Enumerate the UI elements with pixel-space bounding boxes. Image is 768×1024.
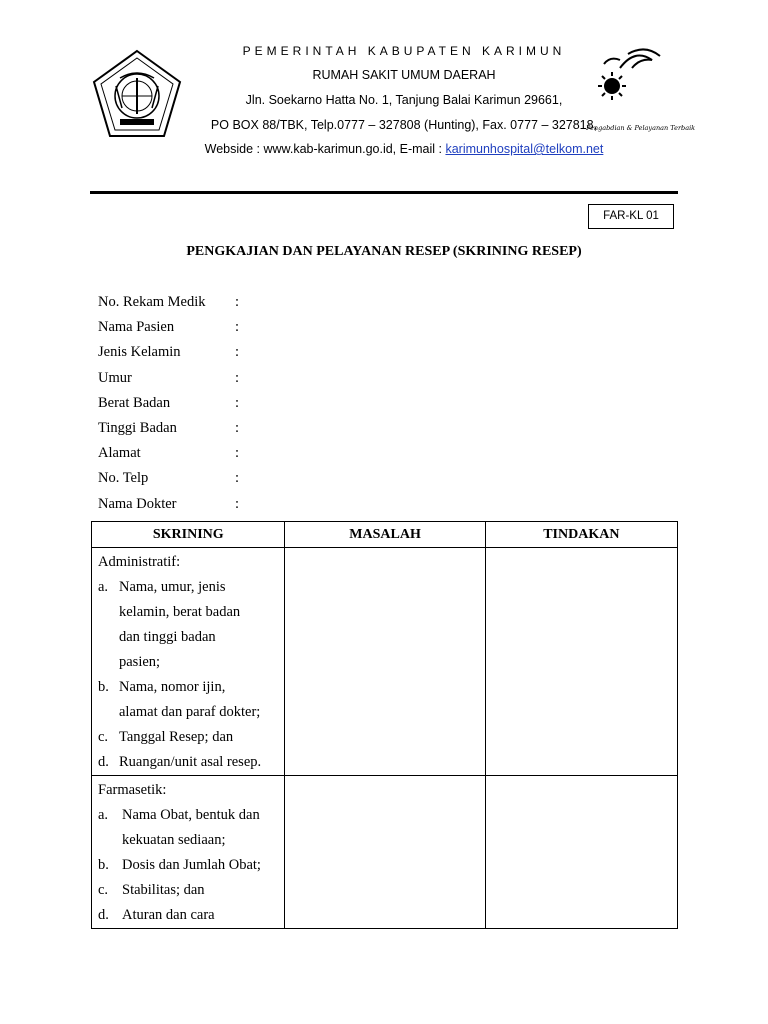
form-code-box: FAR-KL 01 [588,204,674,229]
field-colon: : [235,294,240,310]
field-label: Nama Dokter [98,495,177,512]
list-item [92,878,284,903]
hospital-name: RUMAH SAKIT UMUM DAERAH [312,68,496,82]
table-header-row [92,522,678,548]
address-line-1: Jln. Soekarno Hatta No. 1, Tanjung Balai Karimun 29661, [245,93,563,107]
item-line: Dosis dan Jumlah Obat; [122,857,261,873]
field-label: No. Telp [98,470,149,487]
item-line: kelamin, berat badan [119,604,241,620]
item-line: alamat dan paraf dokter; [119,704,261,720]
field-label: Umur [98,369,132,386]
header-divider [90,191,678,194]
list-item [92,803,284,853]
section-title: Administratif: [98,554,181,570]
list-item [92,750,284,775]
item-line: Nama, umur, jenis [119,579,226,595]
list-item [92,853,284,878]
field-colon: : [235,419,240,436]
contact-line [20,142,768,156]
item-line: Ruangan/unit asal resep. [119,754,262,770]
hospital-logo [590,46,680,126]
website-text: Webside : www.kab-karimun.go.id, E-mail : [204,142,446,156]
item-letter: c. [98,729,109,745]
table-row [92,776,678,929]
field-colon: : [235,344,240,361]
field-colon: : [235,470,240,487]
hospital-motto: Pengabdian & Pelayanan Terbaik [586,124,696,132]
government-name: PEMERINTAH KABUPATEN KARIMUN [242,44,566,58]
header-skrining: SKRINING [92,522,285,548]
item-line: Nama Obat, bentuk dan [122,807,260,823]
item-letter: b. [98,857,109,873]
item-line: kekuatan sediaan; [122,832,226,848]
section-title: Farmasetik: [98,782,167,798]
masalah-cell[interactable] [285,776,485,929]
item-line: pasien; [119,654,161,670]
item-line: Nama, nomor ijin, [119,679,226,695]
item-letter: a. [98,807,109,823]
tindakan-cell[interactable] [485,548,677,776]
table-row [92,548,678,776]
form-title: PENGKAJIAN DAN PELAYANAN RESEP (SKRINING RESEP) [186,244,582,259]
field-colon: : [235,495,240,512]
field-colon: : [235,394,240,411]
field-label: Tinggi Badan [98,419,177,436]
field-label: Jenis Kelamin [98,344,181,361]
item-letter: d. [98,907,109,923]
address-line-2: PO BOX 88/TBK, Telp.0777 – 327808 (Hunting), Fax. 0777 – 327818, [210,118,598,132]
list-item [92,903,284,928]
item-letter: c. [98,882,109,898]
masalah-cell[interactable] [285,548,485,776]
screening-farmasetik [92,776,285,929]
item-letter: d. [98,754,109,770]
item-line: dan tinggi badan [119,629,216,645]
field-label: Nama Pasien [98,319,175,336]
item-letter: a. [98,579,109,595]
list-item [92,575,284,675]
header-masalah: MASALAH [285,522,485,548]
screening-table [91,521,678,929]
list-item [92,675,284,725]
field-label: Alamat [98,445,141,462]
field-label: No. Rekam Medik [98,294,206,310]
field-label: Berat Badan [98,394,171,411]
field-colon: : [235,445,240,462]
email-link[interactable]: karimunhospital@telkom.net [445,142,604,156]
list-item [92,725,284,750]
item-line: Stabilitas; dan [122,882,205,898]
header-tindakan: TINDAKAN [485,522,677,548]
field-colon: : [235,319,240,336]
screening-administratif [92,548,285,776]
item-letter: b. [98,679,109,695]
tindakan-cell[interactable] [485,776,677,929]
item-line: Aturan dan cara [122,907,215,923]
item-line: Tanggal Resep; dan [119,729,234,745]
field-colon: : [235,369,240,386]
